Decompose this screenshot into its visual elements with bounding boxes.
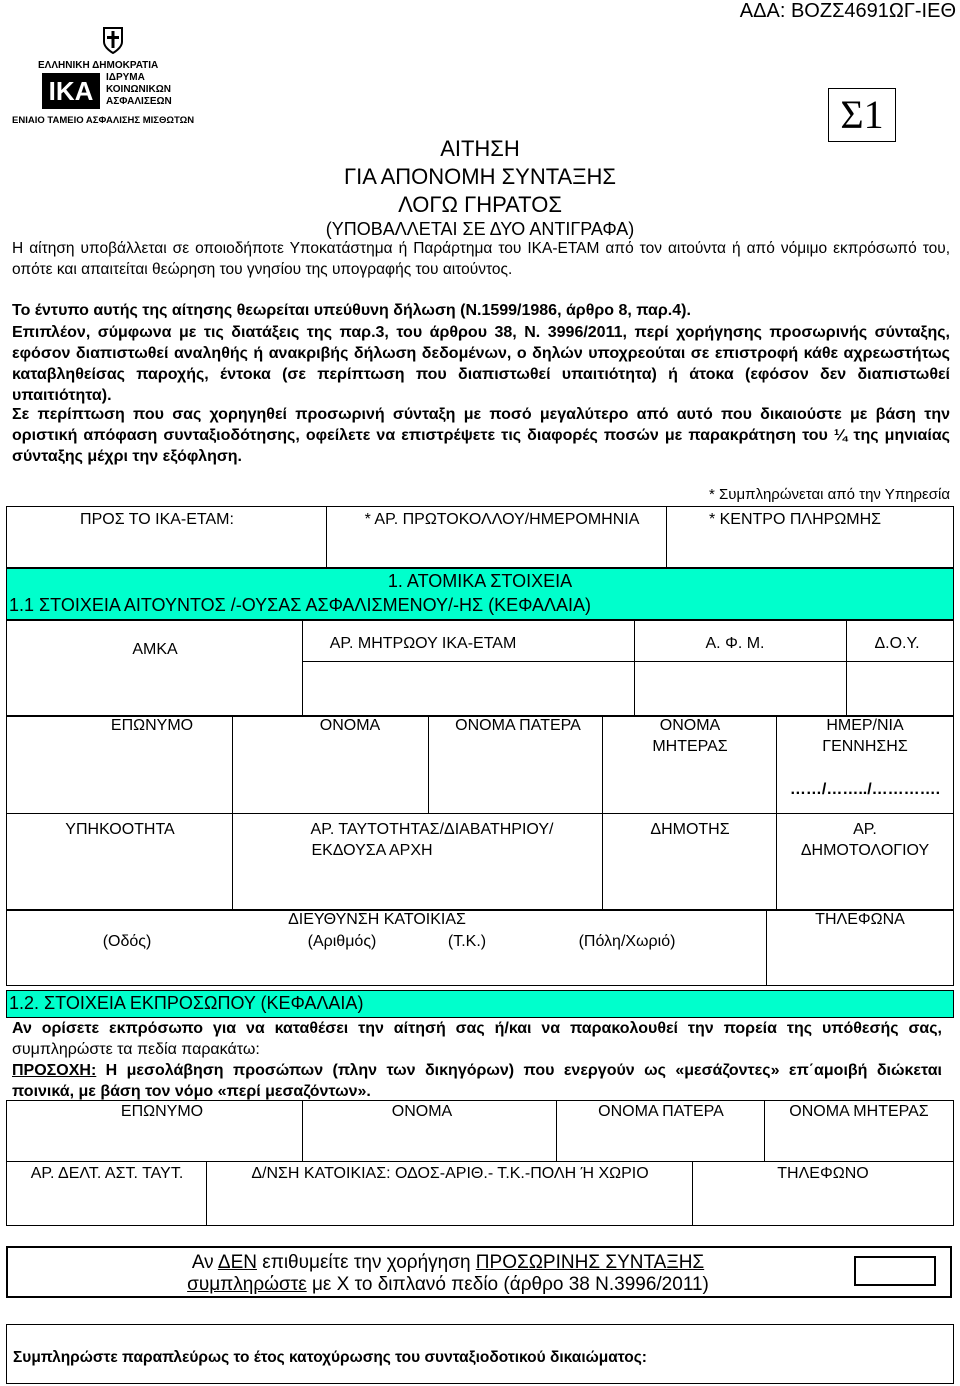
rep-phone-label: ΤΗΛΕΦΩΝΟ — [777, 1165, 869, 1182]
number-label: (Αριθμός) — [307, 933, 377, 950]
address-label: ΔΙΕΥΘΥΝΣΗ ΚΑΤΟΙΚΙΑΣ — [288, 911, 466, 928]
provisional-line-1: Αν ΔΕΝ επιθυμείτε την χορήγηση ΠΡΟΣΩΡΙΝΗΣ ΣΥΝΤΑΞΗΣ — [191, 1252, 705, 1273]
phones-label: ΤΗΛΕΦΩΝΑ — [815, 911, 905, 928]
year-input[interactable] — [767, 1325, 953, 1383]
ika-mark: ΙΚΑ — [42, 73, 100, 109]
notice-repayment: Σε περίπτωση που σας χορηγηθεί προσωρινή σύνταξη με ποσό μεγαλύτερο από αυτό που δικαιούστε με βάση την οριστική απόφαση συνταξιοδότησης, οφείλετε να επιστρέψετε τις διαφορές ποσών με παρακράτηση του ¼ της μηνιαίας σύνταξης μέχρι την εξόφληση. — [12, 406, 950, 465]
caution-text: ΠΡΟΣΟΧΗ: Η μεσολάβηση προσώπων (πλην των δικηγόρων) που ενεργούν ως «μεσάζοντες» επ΄αμοιβή διώκεται ποινικά, με βάση τον νόμο «περί μεσαζόντων». — [12, 1062, 942, 1100]
to-ika-label: ΠΡΟΣ ΤΟ ΙΚΑ-ΕΤΑΜ: — [80, 511, 234, 528]
logo-line-republic: ΕΛΛΗΝΙΚΗ ΔΗΜΟΚΡΑΤΙΑ — [38, 60, 159, 71]
address-table — [6, 910, 954, 986]
municipality-label: ΔΗΜΟΤΗΣ — [650, 821, 730, 838]
title-line-2: ΓΙΑ ΑΠΟΝΟΜΗ ΣΥΝΤΑΞΗΣ — [343, 164, 616, 189]
father-name-label: ΟΝΟΜΑ ΠΑΤΕΡΑ — [455, 717, 581, 734]
street-label: (Οδός) — [102, 933, 152, 950]
notice-declaration: Το έντυπο αυτής της αίτησης θεωρείται υπεύθυνη δήλωση (Ν.1599/1986, άρθρο 8, παρ.4). — [12, 302, 691, 319]
citizenship-label: ΥΠΗΚΟΟΤΗΤΑ — [65, 821, 175, 838]
protocol-label: * ΑΡ. ΠΡΩΤΟΚΟΛΛΟΥ/ΗΜΕΡΟΜΗΝΙΑ — [364, 511, 640, 528]
greek-crest-icon — [102, 26, 124, 54]
title-line-3: ΛΟΓΩ ΓΗΡΑΤΟΣ — [398, 192, 562, 217]
section11-title: 1.1 ΣΤΟΙΧΕΙΑ ΑΙΤΟΥΝΤΟΣ /-ΟΥΣΑΣ ΑΣΦΑΛΙΣΜΕΝΟΥ/-ΗΣ (ΚΕΦΑΛΑΙΑ) — [9, 595, 592, 615]
service-note: * Συμπληρώνεται από την Υπηρεσία — [708, 486, 950, 503]
section1-title: 1. ΑΤΟΜΙΚΑ ΣΤΟΙΧΕΙΑ — [387, 571, 573, 591]
amka-label: ΑΜΚΑ — [132, 641, 178, 658]
registry-label-1: ΑΡ. — [853, 821, 877, 838]
mother-name-label-2: ΜΗΤΕΡΑΣ — [652, 738, 728, 755]
ika-logo — [8, 24, 208, 128]
protocol-box — [6, 506, 954, 568]
amka-cell[interactable] — [7, 621, 303, 715]
mitroo-label: ΑΡ. ΜΗΤΡΩΟΥ ΙΚΑ-ΕΤΑΜ — [329, 635, 517, 652]
surname-label: ΕΠΩΝΥΜΟ — [110, 717, 194, 734]
mother-name-label-1: ΟΝΟΜΑ — [659, 717, 721, 734]
section1-header — [6, 568, 954, 620]
provisional-box — [6, 1246, 952, 1298]
ids-table — [6, 620, 954, 716]
logo-line-fund: ΕΝΙΑΙΟ ΤΑΜΕΙΟ ΑΣΦΑΛΙΣΗΣ ΜΙΣΘΩΤΩΝ — [12, 115, 195, 126]
postal-label: (Τ.Κ.) — [447, 933, 487, 950]
section12-header — [6, 990, 954, 1018]
representative-table — [6, 1100, 954, 1226]
surname-cell[interactable] — [7, 717, 233, 909]
birthdate-label-2: ΓΕΝΝΗΣΗΣ — [822, 738, 908, 755]
rep-surname-label: ΕΠΩΝΥΜΟ — [120, 1103, 204, 1120]
rep-mother-label: ΟΝΟΜΑ ΜΗΤΕΡΑΣ — [789, 1103, 929, 1120]
rep-id-label: ΑΡ. ΔΕΛΤ. ΑΣΤ. ΤΑΥΤ. — [30, 1165, 184, 1182]
registry-label-2: ΔΗΜΟΤΟΛΟΓΙΟΥ — [800, 842, 930, 859]
afm-label: Α. Φ. Μ. — [705, 635, 765, 652]
payment-center-label: * ΚΕΝΤΡΟ ΠΛΗΡΩΜΗΣ — [708, 511, 882, 528]
form-code-box: Σ1 — [828, 88, 896, 142]
personal-table — [6, 716, 954, 910]
notice-provisional: Επιπλέον, σύμφωνα με τις διατάξεις της παρ.3, του άρθρου 38, Ν. 3996/2011, περί χορήγησης προσωρινής σύνταξης, εφόσον διαπιστωθεί αναληθής ή ανακριβής δήλωση δεδομένων, ο δηλών υποχρεούται σε επιστροφή κάθε αχρεωστήτως καταβληθείσας παροχής, έντοκα (σε περίπτωση που διαπιστωθεί υπαιτιότητα) ή άτοκα (εφόσον δεν διαπιστωθεί υπαιτιότητα). — [12, 324, 950, 404]
logo-line-institute: ΙΔΡΥΜΑ ΚΟΙΝΩΝΙΚΩΝ ΑΣΦΑΛΙΣΕΩΝ — [106, 72, 172, 107]
title-copies-note: (ΥΠΟΒΑΛΛΕΤΑΙ ΣΕ ΔΥΟ ΑΝΤΙΓΡΑΦΑ) — [325, 219, 635, 239]
rep-address-label: Δ/ΝΣΗ ΚΑΤΟΙΚΙΑΣ: ΟΔΟΣ-ΑΡΙΘ.- Τ.Κ.-ΠΟΛΗ Ή ΧΩΡΙΟ — [251, 1165, 649, 1182]
ada-code: ΑΔΑ: ΒΟΖΣ4691ΩΓ-ΙΕΘ — [739, 0, 956, 22]
rep-father-label: ΟΝΟΜΑ ΠΑΤΕΡΑ — [598, 1103, 724, 1120]
section12-title: 1.2. ΣΤΟΙΧΕΙΑ ΕΚΠΡΟΣΩΠΟΥ (ΚΕΦΑΛΑΙΑ) — [9, 993, 364, 1013]
year-prompt: Συμπληρώστε παραπλεύρως το έτος κατοχύρωσης του συνταξιοδοτικού δικαιώματος: — [13, 1349, 647, 1366]
id-label-1: ΑΡ. ΤΑΥΤΟΤΗΤΑΣ/ΔΙΑΒΑΤΗΡΙΟΥ/ — [310, 821, 554, 838]
birthdate-placeholder[interactable]: ……/……../…………. — [789, 781, 941, 798]
name-label: ΟΝΟΜΑ — [319, 717, 381, 734]
provisional-line-2: συμπληρώστε με Χ το διπλανό πεδίο (άρθρο 38 Ν.3996/2011) — [187, 1274, 709, 1295]
year-box — [6, 1324, 954, 1384]
rep-name-label: ΟΝΟΜΑ — [391, 1103, 453, 1120]
provisional-checkbox[interactable] — [854, 1256, 936, 1286]
birthdate-label-1: ΗΜΕΡ/ΝΙΑ — [826, 717, 904, 734]
doy-label: Δ.Ο.Υ. — [874, 635, 920, 652]
city-label: (Πόλη/Χωριό) — [578, 933, 676, 950]
intro-text: Η αίτηση υποβάλλεται σε οποιοδήποτε Υποκατάστημα ή Παράρτημα του ΙΚΑ-ΕΤΑΜ από τον αιτούντα ή από νόμιμο εκπρόσωπό του, οπότε και απαιτείται θεώρηση του γνησίου της υπογραφής του αιτούντος. — [12, 240, 950, 278]
title-line-1: ΑΙΤΗΣΗ — [440, 136, 520, 161]
representative-text: Αν ορίσετε εκπρόσωπο για να καταθέσει την αίτησή σας ή/και να παρακολουθεί την πορεία της υπόθεσής σας, συμπληρώστε τα πεδία παρακάτω: — [12, 1020, 942, 1058]
id-label-2: ΕΚΔΟΥΣΑ ΑΡΧΗ — [311, 842, 433, 859]
